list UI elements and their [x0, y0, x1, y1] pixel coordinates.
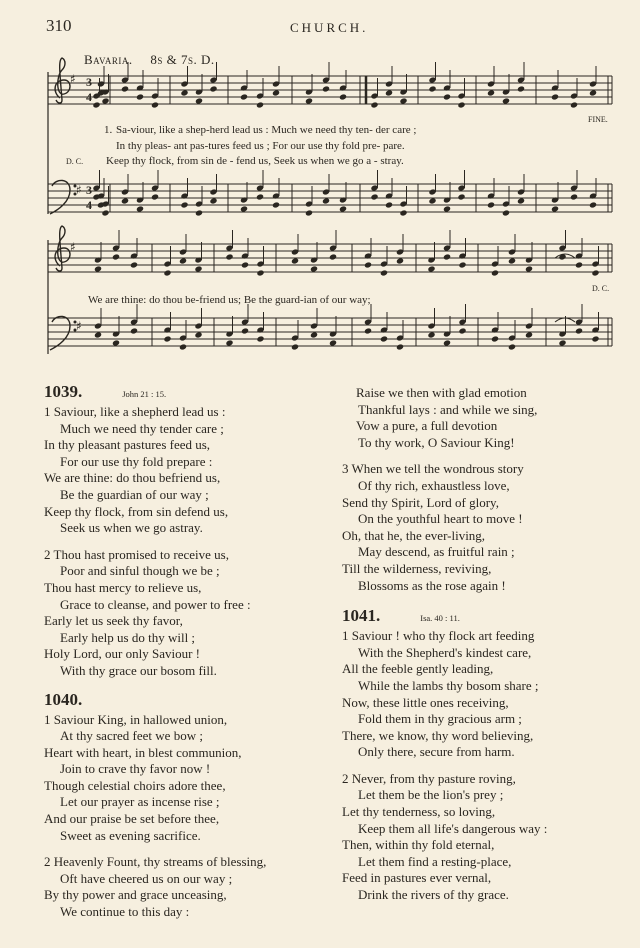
time-signatures [86, 75, 92, 212]
treble-clef [55, 226, 70, 271]
music-score [0, 0, 640, 370]
hymn-line: Let our prayer as incense rise ; [60, 794, 220, 810]
lyric-line-3: Keep thy flock, from sin de - fend us, Seek us when we go a - stray. [106, 155, 404, 167]
hymn-line: Only there, secure from harm. [358, 744, 515, 760]
hymn-header [44, 382, 342, 402]
hymn-number: 1039. [44, 382, 83, 401]
fine-marker: FINE. [588, 115, 608, 124]
tune-meter: 8s & 7s. D. [150, 52, 215, 67]
hymn-line: Feed in pastures ever vernal, [342, 870, 492, 886]
lyric-line-1: Sa-viour, like a shep-herd lead us : Much we need thy ten- der care ; [116, 124, 417, 136]
hymn-line: 1 Saviour, like a shepherd lead us : [44, 404, 226, 419]
hymn-header [342, 606, 640, 626]
hymn-line: Much we need thy tender care ; [60, 420, 224, 436]
hymn-line: With thy grace our bosom fill. [60, 662, 217, 678]
fermatas [555, 254, 575, 322]
hymn-line: Of thy rich, exhaustless love, [358, 477, 510, 493]
hymn-line: There, we know, thy word believing, [342, 727, 534, 743]
hymn-line: Thankful lays : and while we sing, [358, 401, 538, 417]
hymn-line: Then, within thy fold eternal, [342, 837, 495, 853]
scripture-reference: Isa. 40 : 11. [420, 613, 460, 624]
verse-number: 1. [104, 124, 113, 136]
hymn-number: 1040. [44, 689, 83, 709]
treble-clef [55, 58, 70, 103]
hymn-line: 2 Thou hast promised to receive us, [44, 546, 229, 562]
hymn-line: Send thy Spirit, Lord of glory, [342, 494, 499, 510]
hymn-line: Blossoms as the rose again ! [358, 577, 506, 593]
svg-text:4: 4 [86, 198, 92, 212]
bass-clef [50, 316, 70, 350]
hymn-line: Oh, that he, the ever-living, [342, 527, 486, 543]
hymn-line: For our use thy fold prepare : [60, 453, 213, 469]
hymn-line: 2 Heavenly Fount, thy streams of blessing, [44, 854, 267, 870]
stanza [42, 404, 342, 537]
hymn-line: At thy sacred feet we bow ; [60, 728, 203, 744]
bass-clef [50, 180, 70, 214]
hymn-line: Vow a pure, a full devotion [356, 418, 498, 434]
hymn-line: All the feeble gently leading, [342, 661, 494, 677]
dc-marker-end: D. C. [592, 284, 610, 293]
hymn-line: With the Shepherd's kindest care, [358, 644, 532, 660]
hymn-line: Grace to cleanse, and power to free : [60, 596, 251, 612]
hymn-line: Thou hast mercy to relieve us, [44, 579, 202, 595]
dc-marker: D. C. [66, 157, 84, 166]
hymn-line: Let them be the lion's prey ; [358, 787, 504, 803]
hymn-line: Early help us do thy will ; [60, 629, 196, 645]
hymn-line: On the youthful heart to move ! [358, 511, 523, 527]
hymn-line: To thy work, O Saviour King! [358, 434, 515, 450]
svg-text:♯: ♯ [70, 240, 76, 254]
hymn-line: Heart with heart, in blest communion, [44, 744, 242, 760]
stanza [42, 547, 342, 680]
scripture-reference: John 21 : 15. [122, 389, 167, 399]
hymn-line: 3 When we tell the wondrous story [342, 461, 524, 477]
hymn-line: We are thine: do thou befriend us, [44, 470, 221, 486]
hymn-line: And our praise be set before thee, [44, 811, 220, 827]
stanza [340, 628, 640, 761]
hymn-line: 1 Saviour ! who thy flock art feeding [342, 628, 535, 644]
hymn-column-right [340, 385, 640, 914]
hymn-line: 1 Saviour King, in hallowed union, [44, 711, 228, 727]
hymn-number: 1041. [342, 606, 381, 626]
stanza [42, 854, 342, 920]
hymn-line: We continue to this day : [60, 904, 190, 920]
hymn-line: Be the guardian of our way ; [60, 486, 209, 502]
lyric-line-4: We are thine: do thou be-friend us; Be the guard-ian of our way; [88, 294, 371, 306]
hymn-line: While the lambs thy bosom share ; [358, 677, 539, 693]
stanza [42, 712, 342, 845]
hymn-line: Till the wilderness, reviving, [342, 560, 492, 576]
hymn-line: Join to crave thy favor now ! [60, 761, 211, 777]
hymn-line: Now, these little ones receiving, [342, 694, 509, 710]
lyric-line-2: In thy pleas- ant pas-tures feed us ; For our use thy fold pre- pare. [116, 140, 405, 152]
hymn-line: Keep them all life's dangerous way : [358, 820, 548, 836]
hymn-line: By thy power and grace unceasing, [44, 887, 227, 903]
hymn-line: Let thy tenderness, so loving, [342, 804, 496, 820]
hymn-column-left [42, 382, 342, 921]
hymn-line: Early let us seek thy favor, [44, 613, 183, 629]
hymn-line: Let them find a resting-place, [358, 853, 512, 869]
stanza [340, 771, 640, 904]
hymn-line: Holy Lord, our only Saviour ! [44, 646, 200, 662]
running-head: CHURCH. [290, 20, 369, 35]
hymn-line: Oft have cheered us on our way ; [60, 870, 233, 886]
hymn-line: Keep thy flock, from sin defend us, [44, 503, 229, 519]
clefs [50, 58, 70, 350]
stanza [340, 385, 640, 451]
page-number: 310 [46, 16, 72, 35]
hymn-line: Raise we then with glad emotion [356, 385, 527, 400]
tune-name: Bavaria. [84, 52, 133, 67]
hymn-line: Drink the rivers of thy grace. [358, 887, 509, 903]
hymn-line: Poor and sinful though we be ; [60, 563, 220, 579]
svg-text:♯: ♯ [70, 72, 76, 86]
svg-text:♯: ♯ [76, 183, 82, 197]
hymn-line: Though celestial choirs adore thee, [44, 777, 226, 793]
svg-text:4: 4 [86, 90, 92, 104]
hymn-line: Seek us when we go astray. [60, 520, 203, 536]
svg-text:♯: ♯ [76, 319, 82, 333]
hymn-line: 2 Never, from thy pasture roving, [342, 770, 516, 786]
stanza [340, 461, 640, 594]
hymn-line: May descend, as fruitful rain ; [358, 544, 515, 560]
hymn-line: In thy pleasant pastures feed us, [44, 437, 211, 453]
svg-text:3: 3 [86, 75, 92, 89]
svg-text:3: 3 [86, 183, 92, 197]
hymn-header [44, 690, 342, 710]
hymn-line: Sweet as evening sacrifice. [60, 827, 201, 843]
key-signatures [70, 72, 82, 333]
notes [92, 62, 599, 351]
hymn-line: Fold them in thy gracious arm ; [358, 711, 522, 727]
